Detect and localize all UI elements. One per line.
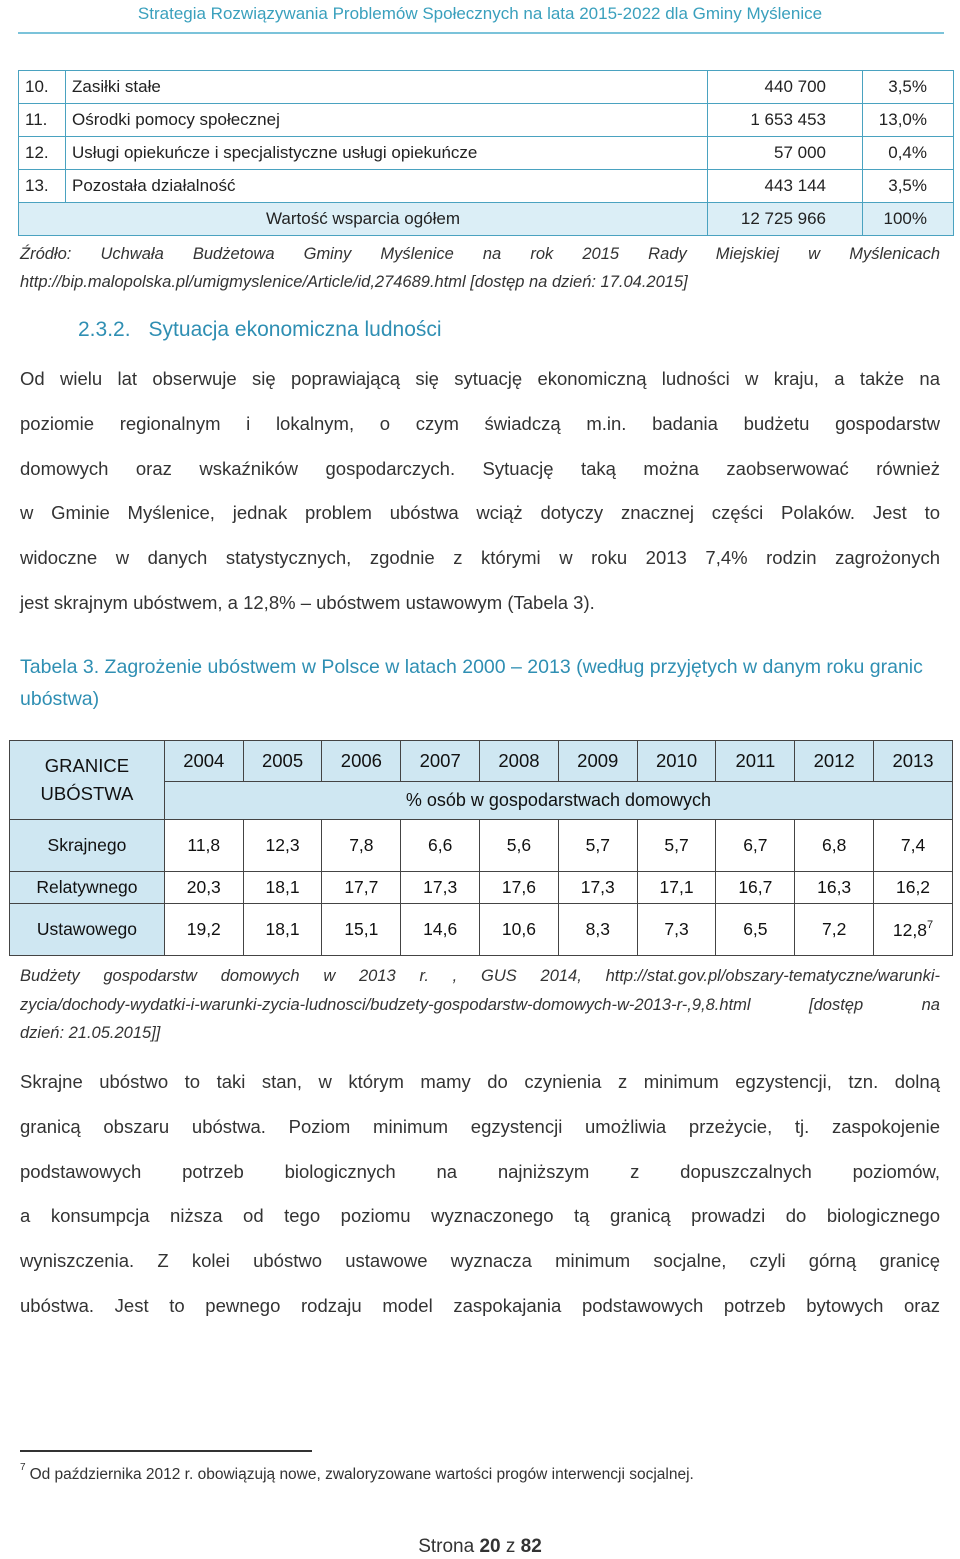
text-line: wyniszczenia. Z kolei ubóstwo ustawowe wyznacza minimum socjalne, czyli górną granicę xyxy=(20,1250,940,1272)
year-header: 2009 xyxy=(558,741,637,782)
row-label: Ustawowego xyxy=(10,904,165,956)
cell: 17,1 xyxy=(637,872,716,904)
paragraph-poverty-definition xyxy=(20,1060,940,1329)
text-line: Skrajne ubóstwo to taki stan, w którym mamy do czynienia z minimum egzystencji, tzn. dolną xyxy=(20,1071,940,1092)
cell-value: 12,8 xyxy=(892,919,927,940)
total-percent: 100% xyxy=(863,203,954,236)
cell: 15,1 xyxy=(322,904,401,956)
year-header: 2008 xyxy=(480,741,559,782)
year-header: 2007 xyxy=(401,741,480,782)
cell: 20,3 xyxy=(164,872,243,904)
table-row xyxy=(10,904,953,956)
cell: 7,3 xyxy=(637,904,716,956)
row-amount: 440 700 xyxy=(708,71,863,104)
row-percent: 3,5% xyxy=(863,71,954,104)
table-row xyxy=(19,71,954,104)
section-number: 2.3.2. xyxy=(78,318,131,341)
page-prefix: Strona xyxy=(418,1536,475,1557)
cell: 7,8 xyxy=(322,820,401,872)
cell: 6,7 xyxy=(716,820,795,872)
text-line: domowych oraz wskaźników gospodarczych. Sytuację taką można zaobserwować również xyxy=(20,457,940,479)
row-percent: 3,5% xyxy=(863,170,954,203)
page-header xyxy=(0,0,960,36)
year-header: 2012 xyxy=(795,741,874,782)
cell: 6,8 xyxy=(795,820,874,872)
footnote-divider xyxy=(20,1450,312,1452)
cell: 11,8 xyxy=(164,820,243,872)
row-number: 13. xyxy=(19,170,66,203)
footnote-number: 7 xyxy=(20,1462,26,1473)
total-amount: 12 725 966 xyxy=(708,203,863,236)
cell: 16,3 xyxy=(795,872,874,904)
year-header: 2013 xyxy=(874,741,953,782)
row-number: 11. xyxy=(19,104,66,137)
budget-table xyxy=(18,70,954,236)
cell: 18,1 xyxy=(243,872,322,904)
total-row xyxy=(19,203,954,236)
page-current: 20 xyxy=(479,1536,501,1557)
table-row xyxy=(19,104,954,137)
corner-header: GRANICE UBÓSTWA xyxy=(10,741,165,820)
cell: 6,5 xyxy=(716,904,795,956)
row-label: Pozostała działalność xyxy=(66,170,708,203)
row-amount: 443 144 xyxy=(708,170,863,203)
cell-with-footnote xyxy=(874,904,953,956)
row-number: 10. xyxy=(19,71,66,104)
footnote-ref[interactable]: 7 xyxy=(926,918,934,931)
cell: 12,3 xyxy=(243,820,322,872)
cell: 8,3 xyxy=(558,904,637,956)
text-line: Od wielu lat obserwuje się poprawiającą się sytuację ekonomiczną ludności w kraju, a także na xyxy=(20,368,940,389)
header-divider xyxy=(18,32,944,34)
row-label: Usługi opiekuńcze i specjalistyczne usługi opiekuńcze xyxy=(66,137,708,170)
row-label: Zasiłki stałe xyxy=(66,71,708,104)
page-number xyxy=(0,1536,960,1558)
cell: 18,1 xyxy=(243,904,322,956)
text-line: widoczne w danych statystycznych, zgodnie z którymi w roku 2013 7,4% rodzin zagrożonych xyxy=(20,547,940,569)
text-line: granicą obszaru ubóstwa. Poziom minimum egzystencji umożliwia przeżycie, tj. zaspokojenie xyxy=(20,1115,940,1137)
page-separator: z xyxy=(505,1536,516,1557)
row-label: Ośrodki pomocy społecznej xyxy=(66,104,708,137)
text-line: w Gminie Myślenice, jednak problem ubóstwa wciąż dotyczy znacznej części Polaków. Jest to xyxy=(20,502,940,524)
year-header: 2011 xyxy=(716,741,795,782)
cell: 16,7 xyxy=(716,872,795,904)
row-percent: 0,4% xyxy=(863,137,954,170)
cell: 5,6 xyxy=(480,820,559,872)
row-label: Skrajnego xyxy=(10,820,165,872)
total-label: Wartość wsparcia ogółem xyxy=(19,203,708,236)
page-total: 82 xyxy=(520,1536,542,1557)
cell: 7,2 xyxy=(795,904,874,956)
cell: 14,6 xyxy=(401,904,480,956)
table-row xyxy=(19,170,954,203)
cell: 16,2 xyxy=(874,872,953,904)
source-note: Źródło: Uchwała Budżetowa Gminy Myślenice na rok 2015 Rady Miejskiej w Myślenicach xyxy=(20,245,940,263)
year-header: 2010 xyxy=(637,741,716,782)
cell: 17,3 xyxy=(558,872,637,904)
row-percent: 13,0% xyxy=(863,104,954,137)
row-label: Relatywnego xyxy=(10,872,165,904)
unit-subheader: % osób w gospodarstwach domowych xyxy=(164,781,952,819)
table-row xyxy=(10,872,953,904)
table-source xyxy=(20,962,940,1048)
text-line: jest skrajnym ubóstwem, a 12,8% – ubóstwem ustawowym (Tabela 3). xyxy=(20,591,595,613)
paragraph-economic-situation xyxy=(20,357,940,626)
footnote xyxy=(20,1462,694,1484)
cell: 5,7 xyxy=(558,820,637,872)
table-caption: Tabela 3. Zagrożenie ubóstwem w Polsce w latach 2000 – 2013 (według przyjętych w danym roku granic ubóstwa) xyxy=(20,656,923,710)
source-link[interactable]: http://bip.malopolska.pl/umigmyslenice/Article/id,274689.html [dostęp na dzień: 17.04.2015] xyxy=(20,273,688,291)
cell: 17,6 xyxy=(480,872,559,904)
table-row xyxy=(19,137,954,170)
year-header: 2005 xyxy=(243,741,322,782)
year-header: 2006 xyxy=(322,741,401,782)
text-line: podstawowych potrzeb biologicznych na najniższym z dopuszczalnych poziomów, xyxy=(20,1160,940,1182)
text-line[interactable]: zycia/dochody-wydatki-i-warunki-zycia-ludnosci/budzety-gospodarstw-domowych-w-2013-r-,9,8.html [dostęp na xyxy=(20,995,940,1014)
cell: 19,2 xyxy=(164,904,243,956)
cell: 17,3 xyxy=(401,872,480,904)
section-title: Sytuacja ekonomiczna ludności xyxy=(148,318,442,341)
document-title: Strategia Rozwiązywania Problemów Społecznych na lata 2015-2022 dla Gminy Myślenice xyxy=(137,4,823,23)
row-amount: 57 000 xyxy=(708,137,863,170)
section-heading xyxy=(78,318,442,342)
row-number: 12. xyxy=(19,137,66,170)
text-line: ubóstwa. Jest to pewnego rodzaju model zaspokajania podstawowych potrzeb bytowych oraz xyxy=(20,1294,940,1316)
text-line: dzień: 21.05.2015]] xyxy=(20,1024,161,1042)
text-line: a konsumpcja niższa od tego poziomu wyznaczonego tą granicą prowadzi do biologicznego xyxy=(20,1205,940,1227)
footnote-text: Od października 2012 r. obowiązują nowe, zwaloryzowane wartości progów interwencji socjalnej. xyxy=(29,1466,694,1483)
cell: 10,6 xyxy=(480,904,559,956)
cell: 5,7 xyxy=(637,820,716,872)
row-amount: 1 653 453 xyxy=(708,104,863,137)
cell: 7,4 xyxy=(874,820,953,872)
text-line[interactable]: Budżety gospodarstw domowych w 2013 r. , GUS 2014, http://stat.gov.pl/obszary-tematyczne/warunki- xyxy=(20,967,940,985)
text-line: poziomie regionalnym i lokalnym, o czym świadczą m.in. badania budżetu gospodarstw xyxy=(20,412,940,434)
cell: 6,6 xyxy=(401,820,480,872)
year-header: 2004 xyxy=(164,741,243,782)
cell: 17,7 xyxy=(322,872,401,904)
poverty-table xyxy=(9,740,953,956)
table-row xyxy=(10,820,953,872)
